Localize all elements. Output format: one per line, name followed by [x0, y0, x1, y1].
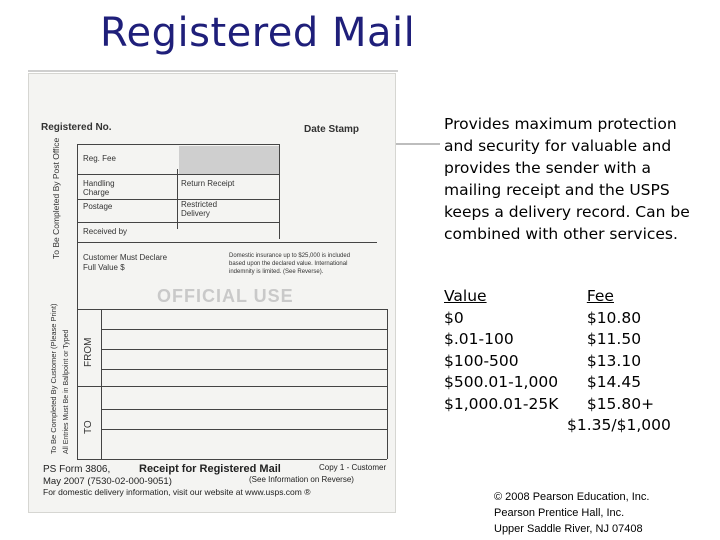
fee-row-fee: $14.45 [586, 373, 642, 391]
fee-row-fee: $15.80+ [586, 394, 655, 413]
form-date: May 2007 (7530-02-000-9051) [43, 476, 172, 487]
form-line [77, 199, 279, 200]
slide-title: Registered Mail [100, 10, 416, 56]
fee-row-value: $0 [444, 308, 464, 327]
shaded-box [179, 146, 279, 174]
fee-row-value: $.01-100 [444, 330, 514, 348]
completed-by-customer-label: To Be Completed By Customer (Please Print) [49, 303, 58, 454]
form-line [101, 429, 387, 430]
connector-line [396, 143, 440, 145]
value-column-header: Value [444, 287, 487, 305]
see-reverse-note: (See Information on Reverse) [249, 475, 354, 484]
ps-form-number: PS Form 3806, [43, 464, 111, 475]
receipt-title: Receipt for Registered Mail [139, 463, 281, 475]
fee-row-value: $1,000.01-25K [444, 394, 559, 413]
completed-by-post-office-label: To Be Completed By Post Office [51, 137, 61, 259]
registered-no-label: Registered No. [41, 122, 112, 133]
form-line [77, 242, 377, 243]
fee-table-header [444, 286, 684, 308]
form-line [279, 144, 280, 239]
form-line [77, 144, 279, 145]
return-receipt-label: Return Receipt [181, 179, 235, 188]
fee-row [444, 372, 684, 394]
fee-row-fee: $13.10 [586, 351, 642, 370]
fee-row-fee: $10.80 [586, 308, 642, 327]
form-line [77, 309, 78, 459]
insurance-note: Domestic insurance up to $25,000 is included based upon the declared value. International indemnity is limited. (See Reverse). [229, 253, 351, 275]
to-label: TO [83, 420, 94, 434]
fee-row [444, 351, 684, 373]
registered-mail-receipt-form [28, 73, 396, 513]
form-line [101, 369, 387, 370]
footer-note: For domestic delivery information, visit our website at www.usps.com ® [43, 487, 311, 497]
form-line [101, 349, 387, 350]
form-line [77, 459, 387, 460]
from-label: FROM [83, 337, 94, 367]
copyright-line: Upper Saddle River, NJ 07408 [494, 523, 643, 535]
fee-table [444, 286, 684, 437]
description-text: Provides maximum protection and security for valuable and provides the sender with a mailing receipt and the USPS keeps a delivery record. Can be combined with other services. [444, 115, 690, 243]
fee-row-value: $500.01-1,000 [444, 373, 559, 391]
copyright-line: Pearson Prentice Hall, Inc. [494, 507, 625, 519]
fee-row [444, 329, 684, 351]
form-line [101, 329, 387, 330]
postage-label: Postage [83, 202, 113, 211]
fee-row [444, 394, 684, 416]
fee-row [444, 308, 684, 330]
form-line [77, 222, 279, 223]
form-line [77, 309, 387, 310]
form-line [77, 144, 78, 314]
entries-note: All Entries Must Be in Ballpoint or Typed [63, 329, 70, 454]
reg-fee-label: Reg. Fee [83, 154, 116, 163]
official-use-label: OFFICIAL USE [157, 286, 294, 306]
full-value-label: Full Value $ [83, 263, 125, 272]
received-by-label: Received by [83, 227, 128, 236]
date-stamp-label: Date Stamp [304, 124, 360, 135]
handling-charge-label: Handling Charge [83, 179, 115, 197]
form-line [77, 174, 279, 175]
form-line [77, 386, 387, 387]
fee-row-fee: $11.50 [586, 330, 642, 348]
fee-column-header: Fee [586, 287, 614, 305]
copy-note: Copy 1 - Customer [319, 463, 387, 472]
title-rule [28, 70, 398, 72]
form-line [387, 309, 388, 459]
customer-must-declare-label: Customer Must Declare [83, 253, 168, 262]
copyright-line: © 2008 Pearson Education, Inc. [494, 491, 650, 503]
fee-row-value: $100-500 [444, 351, 519, 370]
restricted-delivery-label: Restricted Delivery [181, 200, 218, 218]
form-line [101, 409, 387, 410]
fee-extra-rate: $1.35/$1,000 [567, 416, 671, 434]
copyright-notice [494, 489, 649, 537]
form-line [101, 309, 102, 459]
